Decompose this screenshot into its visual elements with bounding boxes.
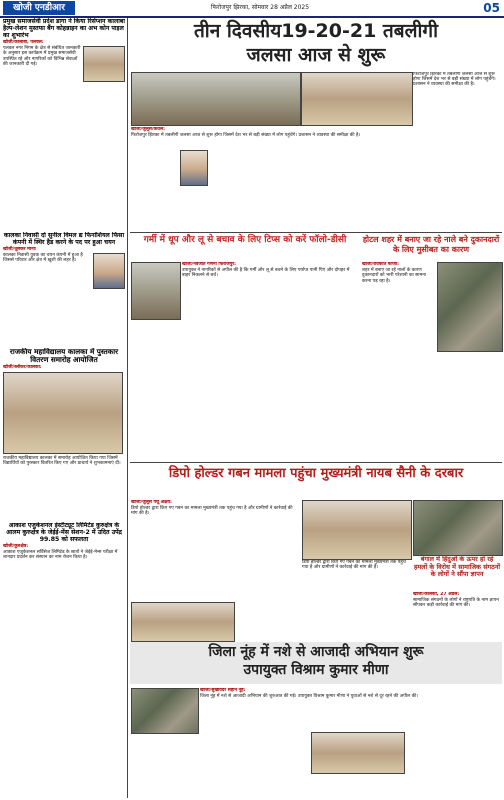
- story-headline: प्रमुख समाजसेवी प्रदेश डागा ने किया रिसेप्शन कालाबा हैल्प-लेशन मुस्तफा बैंग कोहन्नाइन का अभ कोन पाइल का शुभारंभ: [3, 18, 125, 39]
- story-samajsevi: [3, 18, 125, 228]
- nuh-event-photo: [311, 732, 405, 774]
- embezzle-photo-2: [131, 602, 235, 642]
- bengal-photo: [413, 500, 503, 556]
- nuh-subheadline: उपायुक्त विश्राम कुमार मीणा: [243, 662, 389, 678]
- story-byline: खोजी/जुलूस/कैथल:: [131, 127, 165, 132]
- story-body: शहर में बनाए जा रहे नालों के कारण दुकानदारों को भारी परेशानी का सामना करना पड़ रहा है।: [362, 268, 426, 284]
- portrait-photo: [93, 253, 125, 289]
- section-rule: [130, 232, 502, 233]
- heat-headline: गर्मी में धूप और लू से बचाव के लिए टिप्स को करें फॉलो-डीसी: [143, 235, 347, 245]
- embezzle-headline: डिपो होल्डर गबन मामला पहुंचा मुख्यमंत्री नायब सैनी के दरबार: [168, 466, 464, 481]
- masthead: [0, 0, 504, 18]
- inset-portrait-photo: [180, 150, 208, 186]
- dateline: फिरोजपुर झिरका, सोमवार 28 अप्रैल 2025: [210, 4, 310, 11]
- story-byline: खोजी/कुरुक्षेत्र:: [3, 544, 29, 549]
- page-number: 05: [483, 1, 500, 15]
- story-headline: राजकीय महाविद्यालय कालका में पुस्तकार वितरण समारोह आयोजित: [9, 348, 119, 364]
- section-rule: [130, 462, 502, 463]
- embezzle-photo: [302, 500, 412, 560]
- story-byline: खोजी/कालका, 27 अप्रैल:: [413, 592, 460, 597]
- heat-photo: [131, 262, 181, 320]
- college-event-photo: [3, 372, 123, 454]
- story-byline: खोजी/ब्लॉकर/कालका:: [3, 365, 42, 370]
- story-body: उपायुक्त ने नागरिकों से अपील की है कि गर्मी और लू से बचने के लिए पर्याप्त पानी पिएं और दोपहर में बाहर निकलने से बचें।: [182, 268, 350, 279]
- story-body: डिपो होल्डर द्वारा किए गए गबन का मामला मुख्यमंत्री तक पहुंच गया है और ग्रामीणों ने कार्रवाई की मांग की है।: [131, 506, 293, 517]
- nuh-headline: जिला नूंह में नशे से आजादी अभियान शुरू: [208, 644, 424, 660]
- story-kalka-sunil: [3, 232, 125, 342]
- story-photo: [83, 46, 125, 82]
- story-byline: खोजी/नवजात गणना फिरोजपुर:: [182, 262, 236, 267]
- story-body: आकाश एजुकेशनल सर्विसेज लिमिटेड के छात्रों ने जेईई-मेन्स परीक्षा में शानदार प्रदर्शन कर संस्थान का नाम रोशन किया है।: [3, 550, 118, 561]
- story-aakash: [3, 522, 125, 796]
- story-body: राजकीय महाविद्यालय कालका में समारोह आयोजित किया गया जिसमें विद्यार्थियों को पुरस्कार वितरित किए गए और प्राचार्य ने शुभकामनाएं दीं।: [3, 456, 121, 467]
- story-hotel: [362, 262, 434, 460]
- story-body: कालका निवासी युवक का चयन कंपनी में हुआ है जिससे परिवार और क्षेत्र में खुशी की लहर है।: [3, 253, 83, 264]
- newspaper-logo: खोजी एनडीआर: [3, 1, 75, 15]
- nuh-photo: [131, 688, 199, 734]
- story-body: सामाजिक संगठनों के लोगों ने राष्ट्रपति के नाम ज्ञापन सौंपकर कड़ी कार्रवाई की मांग की।: [413, 598, 499, 609]
- banner-headline-line1: तीन दिवसीय19-20-21 तबलीगी: [193, 20, 439, 42]
- bengal-headline: बंगाल में हिंदुओं के ऊपर हो रहे हमलों के विरोध में सामाजिक संगठनों के लोगों ने सौंपा ज्ञापन: [413, 555, 501, 578]
- drain-photo: [437, 262, 503, 352]
- story-body: डिपो होल्डर द्वारा किए गए गबन का मामला मुख्यमंत्री तक पहुंच गया है और ग्रामीणों ने कार्रवाई की मांग की है।: [302, 560, 406, 571]
- jalsa-ground-photo: [131, 72, 301, 126]
- story-body: फिरोजपुर झिरका में तबलीगी जलसा आज से शुरू होगा जिसमें देश भर से बड़ी संख्या में लोग पहुंचेंगे। प्रशासन ने व्यवस्था की समीक्षा की है।: [131, 133, 361, 139]
- banner-headline-line2: जलसा आज से शुरू: [246, 44, 386, 66]
- story-body: जिला नूंह में नशे से आजादी अभियान की शुरुआत की गई। उपायुक्त विश्राम कुमार मीणा ने युवाओं से नशे से दूर रहने की अपील की।: [200, 694, 419, 700]
- hotel-headline: होटल शहर में बनाए जा रहे नाले बने दुकानदारों के लिए मुसीबत का कारण: [362, 235, 500, 254]
- story-embezzle-cont: [302, 560, 410, 600]
- story-byline: खोजी/धूसकर मानाः: [3, 247, 36, 252]
- story-embezzle: [131, 500, 299, 600]
- jalsa-officials-photo: [301, 72, 413, 126]
- story-byline: खोजी/कालाबा, पलवल:: [3, 40, 44, 45]
- story-jalsa: [131, 127, 411, 231]
- story-jalsa-right-col: [413, 72, 501, 222]
- story-college: [3, 348, 125, 518]
- story-body: फिरोजपुर झिरका में तबलीगी जलसा आज से शुरू होगा जिसमें देश भर से बड़ी संख्या में लोग पहुंचेंगे। प्रशासन ने व्यवस्था की समीक्षा की है।: [413, 72, 496, 88]
- story-byline: खोजी/रविकांत फौजी:: [362, 262, 399, 267]
- story-byline: खोजी/सुखविंदर सहान नूंह:: [200, 688, 246, 693]
- story-headline: कालका निवासी दो सुनील विमल द्य फिनांशियल फिंसा कंपनी में स्थिर हैड करने के पद पर हुआ चयन: [3, 232, 125, 246]
- story-body: पलवल नगर निगम के क्षेत्र से संबंधित जानकारी के अनुसार इस कार्यक्रम में प्रमुख समाजसेवी उपस्थित रहे और नागरिकों को विभिन्न सेवाओं की जानकारी दी गई।: [3, 46, 81, 67]
- story-bengal: [413, 592, 501, 640]
- story-byline: खोजी/जुलूस पंचू अक्षय:: [131, 500, 172, 505]
- story-headline: आकाश एजुकेशनल इंस्टीट्यूट लिमिटेड कुरुक्षेत्र के आलम कुरुक्षेत्र के जेईई-मेंस सेशन-2 में उदित उपेंद्र 99.85 को सफलता: [6, 522, 122, 543]
- column-divider: [127, 18, 128, 798]
- story-heat: [182, 262, 358, 460]
